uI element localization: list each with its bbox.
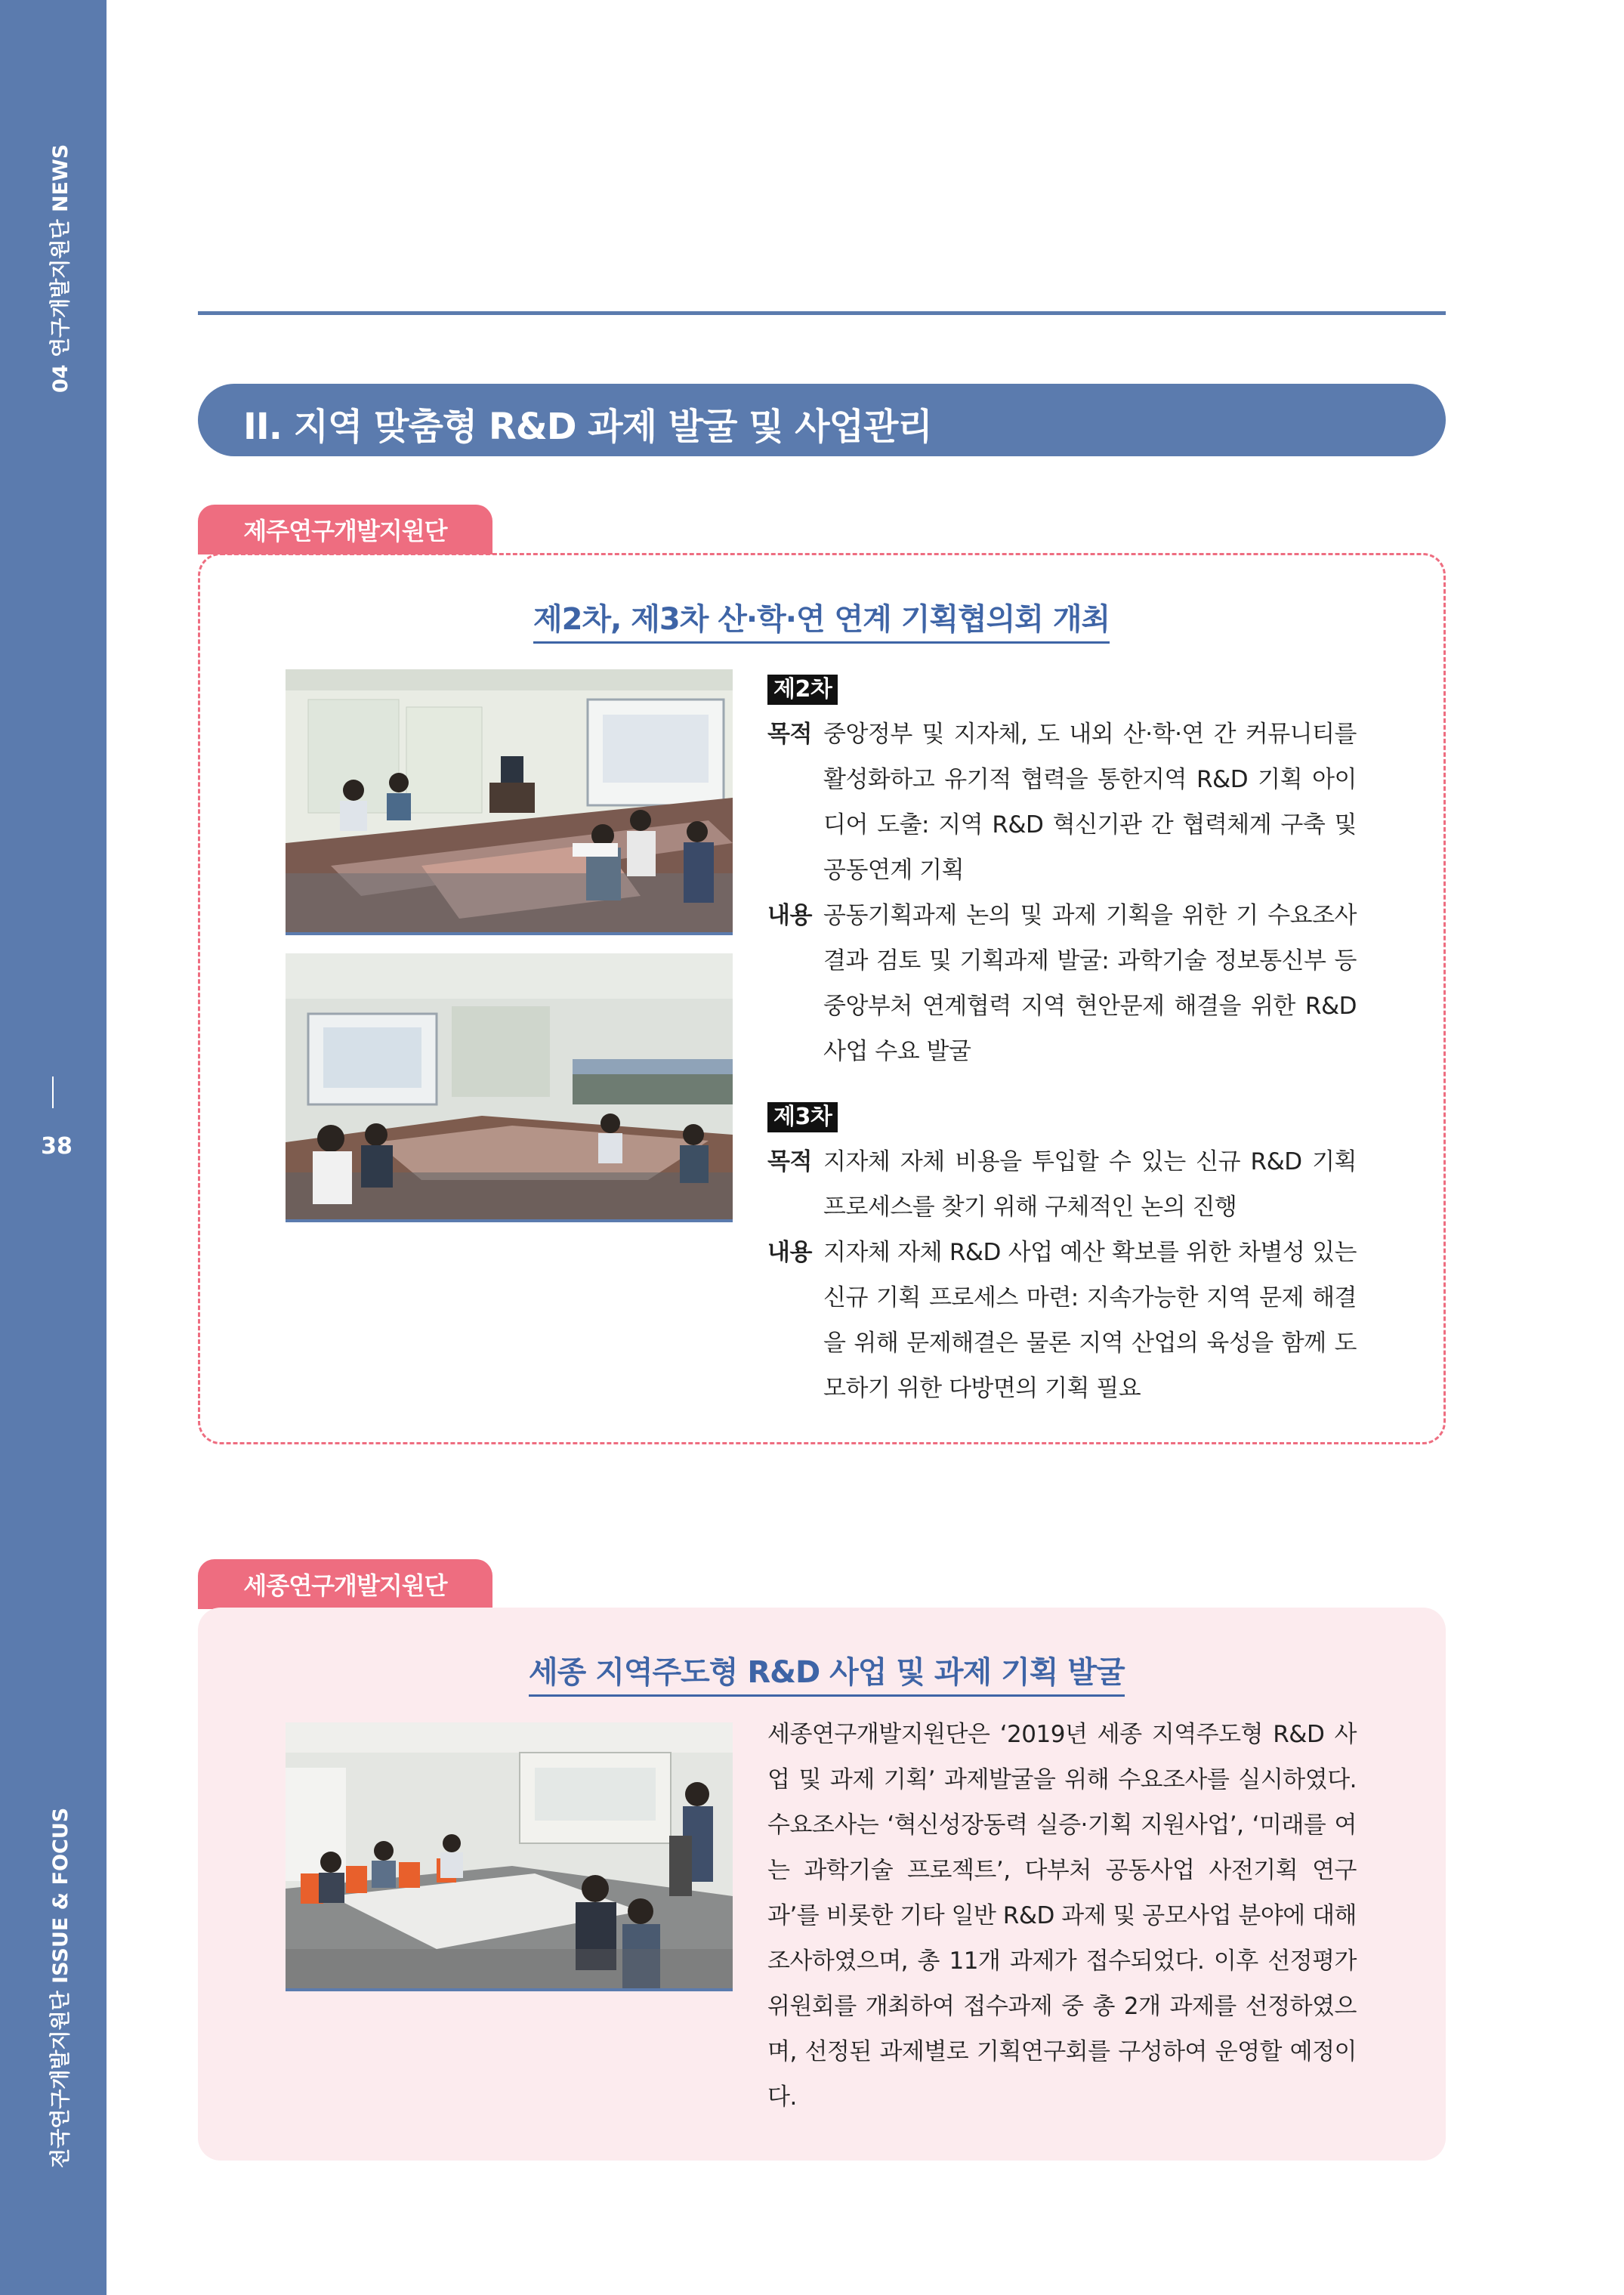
content-item: [767, 893, 1357, 1074]
round-label: 제2차: [767, 675, 838, 705]
jeju-tab: 제주연구개발지원단: [198, 505, 492, 554]
jeju-article-title: 제2차, 제3차 산·학·연 연계 기획협의회 개최: [533, 595, 1110, 644]
purpose-key: 목적: [767, 721, 812, 748]
jeju-meeting-photo-1: [286, 669, 733, 935]
jeju-round-3: [767, 1094, 1357, 1411]
purpose-key: 목적: [767, 1148, 812, 1175]
sejong-meeting-photo: [286, 1722, 733, 1991]
top-divider: [198, 311, 1446, 315]
jeju-round-2: [767, 666, 1357, 1074]
content-item: [767, 1230, 1357, 1411]
section-title: II. 지역 맞춤형 R&D 과제 발굴 및 사업관리: [243, 406, 932, 448]
page-number-tick: [52, 1076, 54, 1108]
sidebar-publication-label: 전국연구개발지원단 ISSUE & FOCUS: [49, 1807, 73, 2168]
content-key: 내용: [767, 1239, 812, 1266]
purpose-text: 지자체 자체 비용을 투입할 수 있는 신규 R&D 기획 프로세스를 찾기 위해 구체적인 논의 진행: [823, 1148, 1357, 1221]
content-text: 지자체 자체 R&D 사업 예산 확보를 위한 차별성 있는 신규 기획 프로세스 마련: 지속가능한 지역 문제 해결을 위해 문제해결은 물론 지역 산업의 육성을 함께 도모하기 위한 다방면의 기획 필요: [823, 1239, 1357, 1402]
purpose-item: [767, 712, 1357, 893]
jeju-meeting-photo-2: [286, 953, 733, 1222]
sidebar: [0, 0, 107, 2295]
purpose-text: 중앙정부 및 지자체, 도 내외 산·학·연 간 커뮤니티를 활성화하고 유기적 협력을 통한지역 R&D 기획 아이디어 도출: 지역 R&D 혁신기관 간 협력체계 구축 및 공동연계 기획: [823, 721, 1357, 884]
content-key: 내용: [767, 902, 812, 929]
section-header: [198, 384, 1446, 456]
purpose-item: [767, 1139, 1357, 1230]
page-number: 38: [41, 1133, 73, 1160]
sejong-article-title: 세종 지역주도형 R&D 사업 및 과제 기획 발굴: [529, 1648, 1125, 1697]
sejong-tab: 세종연구개발지원단: [198, 1559, 492, 1609]
round-label: 제3차: [767, 1102, 838, 1132]
content-text: 공동기획과제 논의 및 과제 기획을 위한 기 수요조사 결과 검토 및 기획과제 발굴: 과학기술 정보통신부 등 중앙부처 연계협력 지역 현안문제 해결을 위한 R&D 사업 수요 발굴: [823, 902, 1357, 1065]
sidebar-section-label: 04 연구개발지원단 NEWS: [49, 144, 73, 393]
sejong-body: 세종연구개발지원단은 ‘2019년 세종 지역주도형 R&D 사업 및 과제 기획’ 과제발굴을 위해 수요조사를 실시하였다. 수요조사는 ‘혁신성장동력 실증·기획 지원사업’, ‘미래를 여는 과학기술 프로젝트’, 다부처 공동사업 사전기획 연구과’를 비롯한 기타 일반 R&D 과제 및 공모사업 분야에 대해 조사하였으며, 총 11개 과제가 접수되었다. 이후 선정평가위원회를 개최하여 접수과제 중 총 2개 과제를 선정하였으며, 선정된 과제별로 기획연구회를 구성하여 운영할 예정이다.: [767, 1721, 1357, 2111]
